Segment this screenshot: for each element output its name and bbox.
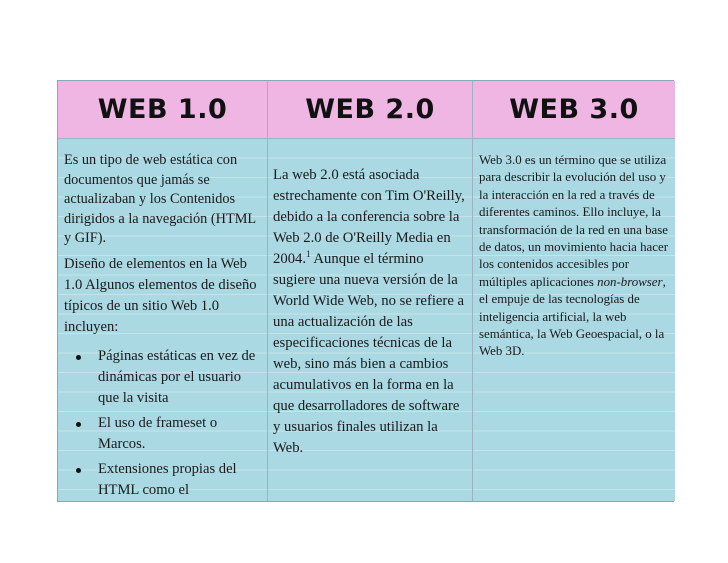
bullet-icon <box>76 355 81 360</box>
web3-paragraph <box>473 139 675 361</box>
web1-design: Diseño de elementos en la Web 1.0 Algunos elementos de diseño típicos de un sitio Web 1.0 incluyen: <box>64 255 257 335</box>
column-web-1 <box>58 139 268 501</box>
web2-text-a: La web 2.0 está asociada estrechamente con Tim O'Reilly, debido a la conferencia sobre la Web 2.0 de O'Reilly Media en 2004. <box>273 167 465 267</box>
header-web-2: WEB 2.0 <box>268 81 473 139</box>
web1-list <box>64 346 263 501</box>
column-web-3 <box>473 139 675 501</box>
web3-text-a: Web 3.0 es un término que se utiliza para describir la evolución del uso y la interacción en la red a través de diferentes caminos. Ello incluye, la transformación de la red en una base de datos, un movimiento hacia hacer los contenidos accesibles por múltiples aplicaciones <box>479 153 668 289</box>
list-item-text: Extensiones propias del HTML como el <box>98 460 237 498</box>
web3-text-b: , el empuje de las tecnologías de inteligencia artificial, la web semántica, la Web Geoespacial, o la Web 3D. <box>479 274 666 359</box>
list-item-text: El uso de frameset o Marcos. <box>98 414 218 452</box>
list-item-text: Páginas estáticas en vez de dinámicas por el usuario que la visita <box>98 347 256 406</box>
bullet-icon <box>76 468 81 473</box>
bullet-icon <box>76 422 81 427</box>
web2-text-b: Aunque el término sugiere una nueva versión de la World Wide Web, no se refiere a una actualización de las especificaciones técnicas de la web, sino más bien a cambios acumulativos en la forma en la que desarrolladores de software y usuarios finales utilizan la Web. <box>273 251 465 456</box>
comparison-table <box>57 80 674 502</box>
footnote-marker: 1 <box>306 249 311 260</box>
list-item <box>74 346 263 409</box>
list-item <box>74 459 263 501</box>
header-web-3: WEB 3.0 <box>473 81 675 139</box>
web3-text-em: non-browser <box>597 274 663 289</box>
web1-intro: Es un tipo de web estática con documentos que jamás se actualizaban y los Contenidos dirigidos a la navegación (HTML y GIF). <box>64 152 256 246</box>
web2-paragraph <box>268 139 472 459</box>
header-web-1: WEB 1.0 <box>58 81 268 139</box>
column-web-2 <box>268 139 473 501</box>
list-item <box>74 413 263 455</box>
